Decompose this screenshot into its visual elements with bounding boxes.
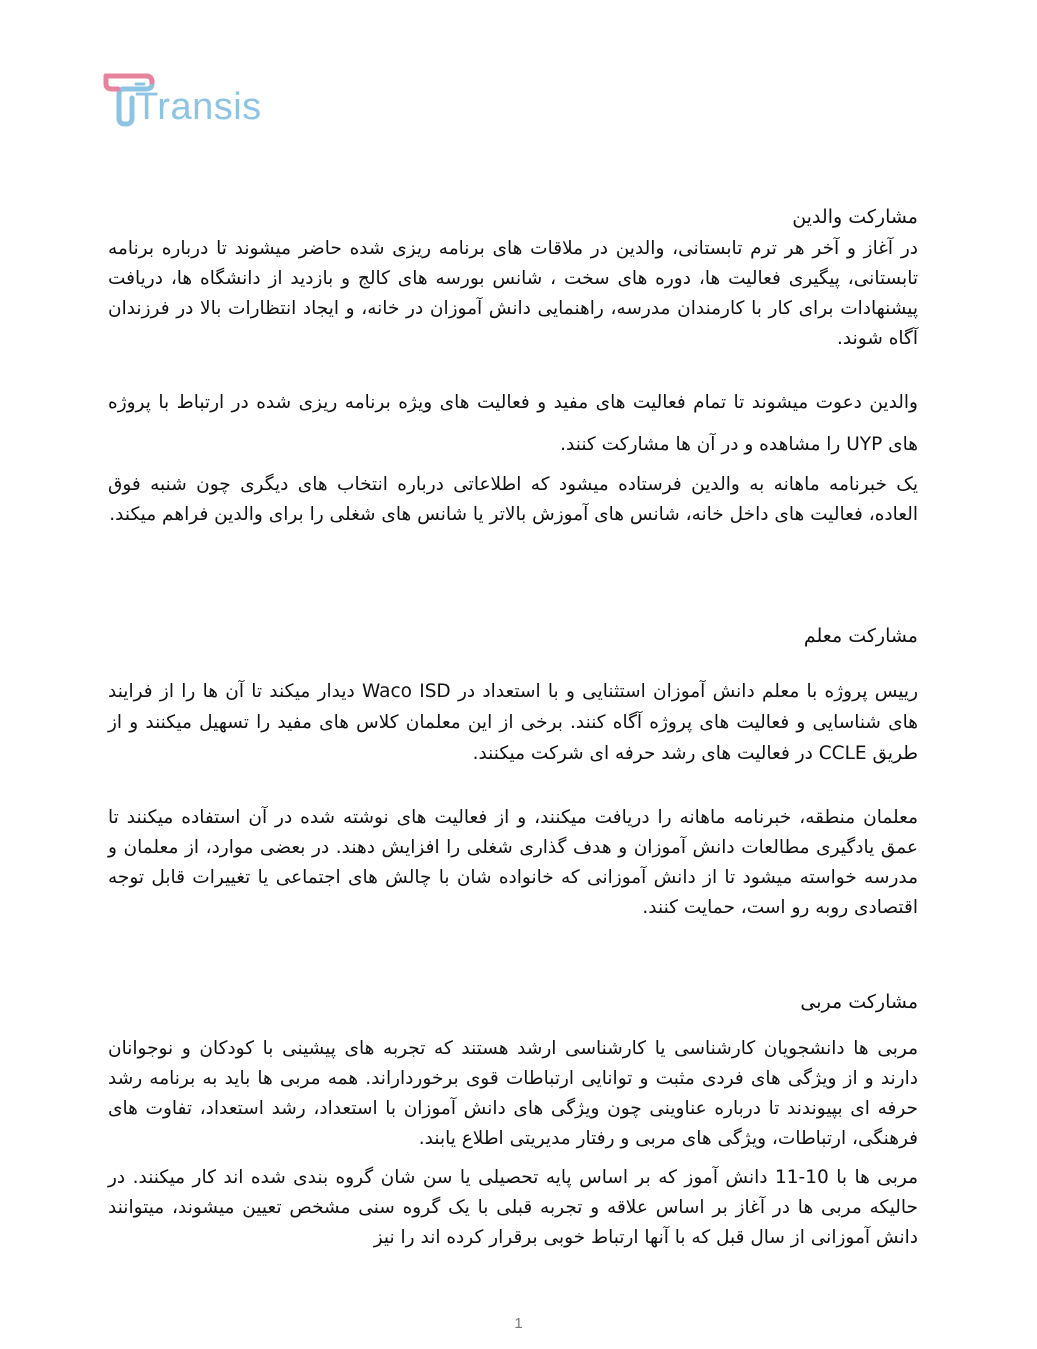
- paragraph: معلمان منطقه، خبرنامه ماهانه را دریافت میکنند، و از فعالیت های نوشته شده در آن استفاده میکنند تا عمق یادگیری مطالعات دانش آموزان و هدف گذاری شغلی را افزایش دهند. در بعضی موارد، از معلمان و مدرسه خواسته میشود تا از دانش آموزانی که خانواده شان با چالش های اجتماعی یا تغییرات قابل توجه اقتصادی روبه رو است، حمایت کنند.: [108, 807, 918, 918]
- page-number: 1: [514, 1315, 523, 1332]
- paragraph: مربی ها با 10-11 دانش آموز که بر اساس پایه تحصیلی یا سن شان گروه بندی شده اند کار میکنند. در حالیکه مربی ها در آغاز بر اساس علاقه و تجربه قبلی با یک گروه سنی مشخص تعیین میشوند، میتوانند دانش آموزانی از سال قبل که با آنها ارتباط خوبی برقرار کرده اند را نیز: [108, 1167, 918, 1248]
- paragraph: والدین دعوت میشوند تا تمام فعالیت های مفید و فعالیت های ویژه برنامه ریزی شده در ارتباط با پروژه های UYP را مشاهده و در آن ها مشارکت کنند.: [108, 392, 918, 455]
- section-heading-teacher: مشارکت معلم: [803, 625, 918, 647]
- transis-logo: [102, 70, 262, 130]
- section-heading-mentor: مشارکت مربی: [800, 991, 918, 1013]
- paragraph: مربی ها دانشجویان کارشناسی یا کارشناسی ارشد هستند که تجربه های پیشینی با کودکان و نوجوانان دارند و از ویژگی های فردی مثبت و توانایی ارتباطات قوی برخورداراند. همه مربی ها باید به برنامه رشد حرفه ای بپیوندند تا درباره عناوینی چون ویژگی های دانش آموزان با استعداد، رشد استعداد، تفاوت های فرهنگی، ارتباطات، ویژگی های مربی و رفتار مدیریتی اطلاع یابند.: [108, 1038, 918, 1149]
- paragraph: در آغاز و آخر هر ترم تابستانی، والدین در ملاقات های برنامه ریزی شده حاضر میشوند تا درباره برنامه تابستانی، پیگیری فعالیت ها، دوره های سخت ، شانس بورسه های کالج و بازدید از دانشگاه ها، دریافت پیشنهادات برای کار با کارمندان مدرسه، راهنمایی دانش آموزان در خانه، و ایجاد انتظارات بالا در فرزندان آگاه شوند.: [108, 238, 918, 349]
- paragraph: یک خبرنامه ماهانه به والدین فرستاده میشود که اطلاعاتی درباره انتخاب های دیگری چون شنبه فوق العاده، فعالیت های داخل خانه، شانس های آموزش بالاتر یا شانس های شغلی را برای والدین فراهم میکند.: [108, 474, 918, 525]
- section-heading-parents: مشارکت والدین: [792, 206, 918, 228]
- paragraph: رییس پروژه با معلم دانش آموزان استثنایی و با استعداد در Waco ISD دیدار میکند تا آن ها را از فرایند های شناسایی و فعالیت های پروژه آگاه کنند. برخی از این معلمان کلاس های مفید را تسهیل میکنند و از طریق CCLE در فعالیت های رشد حرفه ای شرکت میکنند.: [108, 681, 918, 764]
- logo-text: Transis: [135, 86, 262, 128]
